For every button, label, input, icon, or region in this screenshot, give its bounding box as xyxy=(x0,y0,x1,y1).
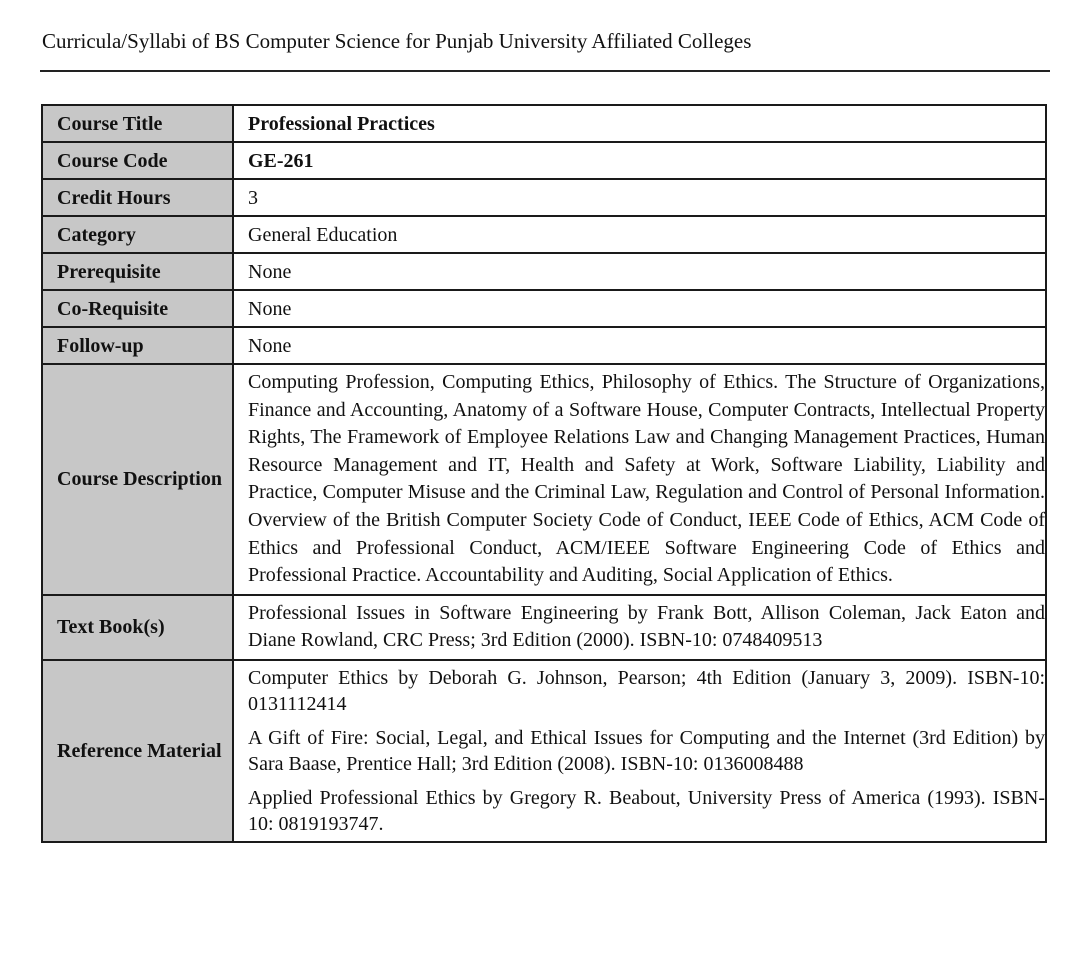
row-course-code xyxy=(42,142,1046,179)
followup-value: None xyxy=(233,327,1046,364)
course-code-label: Course Code xyxy=(42,142,233,179)
course-code-value: GE-261 xyxy=(233,142,1046,179)
reference-entry-1: Computer Ethics by Deborah G. Johnson, Pearson; 4th Edition (January 3, 2009). ISBN-10: 0131112414 xyxy=(248,666,1045,715)
category-label: Category xyxy=(42,216,233,253)
row-reference-material xyxy=(42,660,1046,842)
row-category xyxy=(42,216,1046,253)
row-course-description xyxy=(42,364,1046,595)
credit-hours-value: 3 xyxy=(233,179,1046,216)
row-corequisite xyxy=(42,290,1046,327)
reference-material-cell xyxy=(233,660,1046,842)
row-followup xyxy=(42,327,1046,364)
textbooks-cell xyxy=(233,595,1046,660)
prerequisite-value: None xyxy=(233,253,1046,290)
reference-entry-2: A Gift of Fire: Social, Legal, and Ethical Issues for Computing and the Internet (3rd Edition) by Sara Baase, Prentice Hall; 3rd Edition (2008). ISBN-10: 0136008488 xyxy=(248,726,1045,775)
page-header-title: Curricula/Syllabi of BS Computer Science for Punjab University Affiliated Colleges xyxy=(42,29,752,53)
course-title-label: Course Title xyxy=(42,105,233,142)
reference-entry-3: Applied Professional Ethics by Gregory R. Beabout, University Press of America (1993). ISBN-10: 0819193747. xyxy=(248,786,1045,835)
row-course-title xyxy=(42,105,1046,142)
corequisite-label: Co-Requisite xyxy=(42,290,233,327)
row-textbooks xyxy=(42,595,1046,660)
course-description-text: Computing Profession, Computing Ethics, Philosophy of Ethics. The Structure of Organizations, Finance and Accounting, Anatomy of a Software House, Computer Contracts, Intellectual Property Rights, The Framework of Employee Relations Law and Changing Management Practices, Human Resource Management and IT, Health and Safety at Work, Software Liability, Liability and Practice, Computer Misuse and the Criminal Law, Regulation and Control of Personal Information. Overview of the British Computer Society Code of Conduct, IEEE Code of Ethics, ACM Code of Ethics and Professional Conduct, ACM/IEEE Software Engineering Code of Ethics and Professional Practice. Accountability and Auditing, Social Application of Ethics. xyxy=(248,371,1045,587)
row-prerequisite xyxy=(42,253,1046,290)
course-title-value: Professional Practices xyxy=(233,105,1046,142)
category-value: General Education xyxy=(233,216,1046,253)
prerequisite-label: Prerequisite xyxy=(42,253,233,290)
header-divider xyxy=(40,70,1050,72)
corequisite-value: None xyxy=(233,290,1046,327)
textbooks-label: Text Book(s) xyxy=(42,595,233,660)
credit-hours-label: Credit Hours xyxy=(42,179,233,216)
row-credit-hours xyxy=(42,179,1046,216)
course-info-table xyxy=(41,104,1047,843)
textbook-entry: Professional Issues in Software Engineering by Frank Bott, Allison Coleman, Jack Eaton and Diane Rowland, CRC Press; 3rd Edition (2000). ISBN-10: 0748409513 xyxy=(248,601,1045,652)
reference-material-label: Reference Material xyxy=(42,660,233,842)
course-description-label: Course Description xyxy=(42,364,233,595)
followup-label: Follow-up xyxy=(42,327,233,364)
course-description-cell xyxy=(233,364,1046,595)
